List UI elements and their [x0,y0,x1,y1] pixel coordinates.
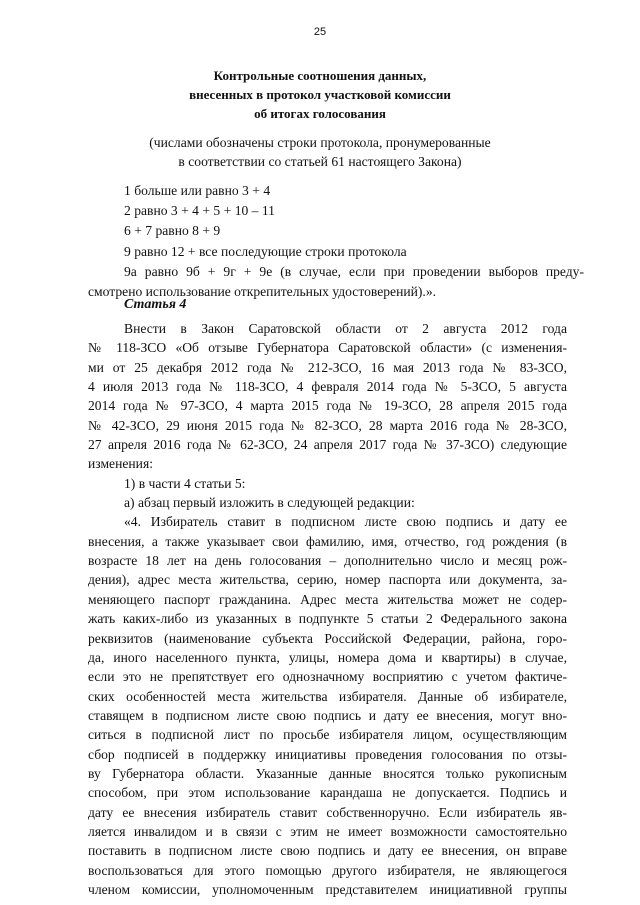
body-line: реквизитов (наименование субъекта Российской Федерации, района, горо- [88,630,567,646]
body-line: членом комиссии, уполномоченным представителем инициативной группы [88,881,567,897]
page-number: 25 [313,26,327,38]
body-line: ми от 25 декабря 2012 года № 212-ЗСО, 16 мая 2013 года № 83-ЗСО, [88,359,567,375]
numbering-note [0,133,640,171]
relation-item-continuation: смотрено использование открепительных удостоверений).». [88,284,437,300]
body-line: 2014 года № 97-ЗСО, 4 марта 2015 года № 19-ЗСО, 28 апреля 2015 года [88,398,567,414]
body-line: внесения, а также указывает свои фамилию, имя, отчество, год рождения (в [88,533,567,549]
body-line: № 118-ЗСО «Об отзыве Губернатора Саратовской области» (с изменения- [88,340,567,356]
control-relations-list [88,181,584,302]
note-line: (числами обозначены строки протокола, пронумерованные [149,135,491,150]
article-body [88,319,567,899]
article-title: Статья 4 [124,297,187,312]
section-heading [0,66,640,123]
body-line: да, иного населенного пункта, улицы, номера дома и квартиры) в случае, [88,649,567,665]
body-line: дения), адрес места жительства, серию, номер паспорта или документа, за- [88,572,567,588]
relation-item: 9а равно 9б + 9г + 9е (в случае, если при проведении выборов преду- [124,263,584,279]
body-line: ляется инвалидом и в связи с этим не имеет возможности самостоятельно [88,823,567,839]
body-line: «4. Избиратель ставит в подписном листе свою подпись и дату ее [124,514,567,530]
body-line: Внести в Закон Саратовской области от 2 августа 2012 года [124,321,567,336]
relation-item: 9 равно 12 + все последующие строки протокола [124,243,407,259]
heading-line: Контрольные соотношения данных, [213,68,427,83]
body-line: если это не препятствует его однозначному восприятию с учетом фактиче- [88,669,567,685]
body-line: меняющего паспорт гражданина. Адрес места жительства может не содер- [88,591,567,607]
body-line: ставящем в подписном листе свою подпись и дату ее внесения, могут вно- [88,707,567,723]
note-line: в соответствии со статьей 61 настоящего Закона) [178,154,462,169]
relation-item: 2 равно 3 + 4 + 5 + 10 – 11 [124,203,275,219]
body-line: изменения: [88,456,153,472]
body-line: ву Губернатора области. Указанные данные вносятся только рукописным [88,765,567,781]
body-line: способом, при этом использование карандаша не допускается. Подпись и [88,785,567,801]
body-line: жать каких-либо из указанных в подпункте 5 статьи 2 Федерального закона [88,611,567,627]
relation-item: 6 + 7 равно 8 + 9 [124,223,221,239]
body-line: № 42-ЗСО, 29 июня 2015 года № 82-ЗСО, 28 марта 2016 года № 28-ЗСО, [88,417,567,433]
body-line: а) абзац первый изложить в следующей редакции: [124,495,415,511]
heading-line: об итогах голосования [254,106,386,121]
relation-item: 1 больше или равно 3 + 4 [124,183,271,198]
body-line: ситься в подписной лист по просьбе избирателя лицом, осуществляющим [88,727,567,743]
body-line: сбор подписей в поддержку инициативы проведения голосования по отзы- [88,746,567,762]
body-line: возрасте 18 лет на день голосования – дополнительно число и месяц рож- [88,553,567,569]
body-line: 1) в части 4 статьи 5: [124,475,246,491]
body-line: воспользоваться для этого помощью другого избирателя, не являющегося [88,862,567,878]
body-line: 4 июля 2013 года № 118-ЗСО, 4 февраля 2014 года № 5-ЗСО, 5 августа [88,379,567,395]
body-line: поставить в подписном листе свою подпись и дату ее внесения, он вправе [88,843,567,859]
body-line: ских особенностей места жительства избирателя. Данные об избирателе, [88,688,567,704]
body-line: 27 апреля 2016 года № 62-ЗСО, 24 апреля 2017 года № 37-ЗСО) следующие [88,437,567,453]
heading-line: внесенных в протокол участковой комиссии [189,87,451,102]
body-line: дату ее внесения избиратель ставит собственноручно. Если избиратель яв- [88,804,567,820]
